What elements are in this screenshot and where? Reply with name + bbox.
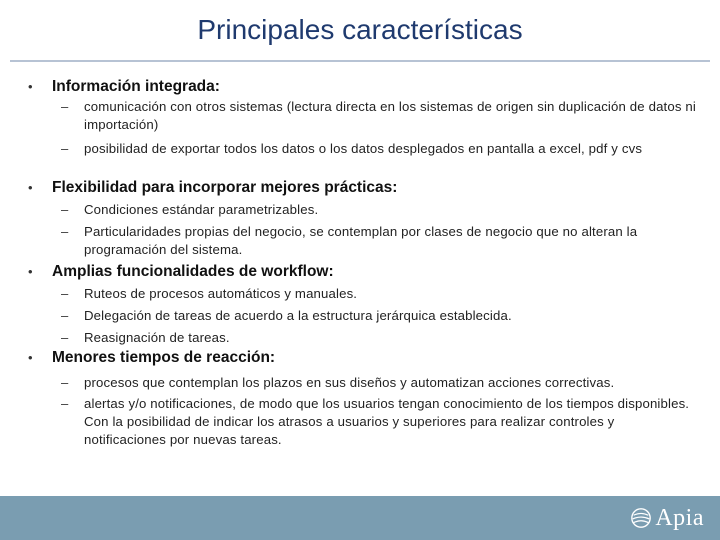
list-item-text: Ruteos de procesos automáticos y manuales. (84, 286, 358, 301)
dash-marker: – (61, 286, 69, 301)
list-item-text: procesos que contemplan los plazos en sus diseños y automatizan acciones correctivas. (84, 375, 615, 390)
apia-logo (630, 504, 704, 532)
list-item-text: Delegación de tareas de acuerdo a la estructura jerárquica establecida. (84, 308, 512, 323)
slide-title: Principales características (197, 14, 523, 45)
dash-marker: – (61, 141, 69, 156)
dash-marker: – (61, 99, 69, 114)
section-heading: Información integrada: (52, 78, 220, 95)
dash-marker: – (61, 330, 69, 345)
list-item-text: Particularidades propias del negocio, se contemplan por clases de negocio que no alteran la programación del sistema. (84, 224, 638, 257)
list-item-text: alertas y/o notificaciones, de modo que los usuarios tengan conocimiento de los tiempos disponibles. Con la posibilidad de indicar los atrasos a usuarios y superiores para realizar controles y notificaciones por nuevas tareas. (84, 396, 690, 447)
dash-marker: – (61, 396, 69, 411)
dash-marker: – (61, 224, 69, 239)
section-heading: Amplias funcionalidades de workflow: (52, 263, 334, 280)
dash-marker: – (61, 202, 69, 217)
bullet-marker: • (28, 350, 33, 365)
dash-marker: – (61, 308, 69, 323)
bullet-marker: • (28, 79, 33, 94)
dash-marker: – (61, 375, 69, 390)
section-heading: Menores tiempos de reacción: (52, 349, 276, 366)
list-item-text: Reasignación de tareas. (84, 330, 230, 345)
logo-text: Apia (655, 504, 704, 531)
bullet-marker: • (28, 264, 33, 279)
footer-bar (0, 496, 720, 540)
list-item-text: posibilidad de exportar todos los datos o los datos desplegados en pantalla a excel, pdf y cvs (84, 141, 643, 156)
bullet-marker: • (28, 180, 33, 195)
list-item-text: Condiciones estándar parametrizables. (84, 202, 319, 217)
apia-logo-icon (630, 507, 652, 529)
section-heading: Flexibilidad para incorporar mejores prácticas: (52, 179, 398, 196)
list-item-text: comunicación con otros sistemas (lectura directa en los sistemas de origen sin duplicación de datos ni importación) (84, 99, 696, 132)
